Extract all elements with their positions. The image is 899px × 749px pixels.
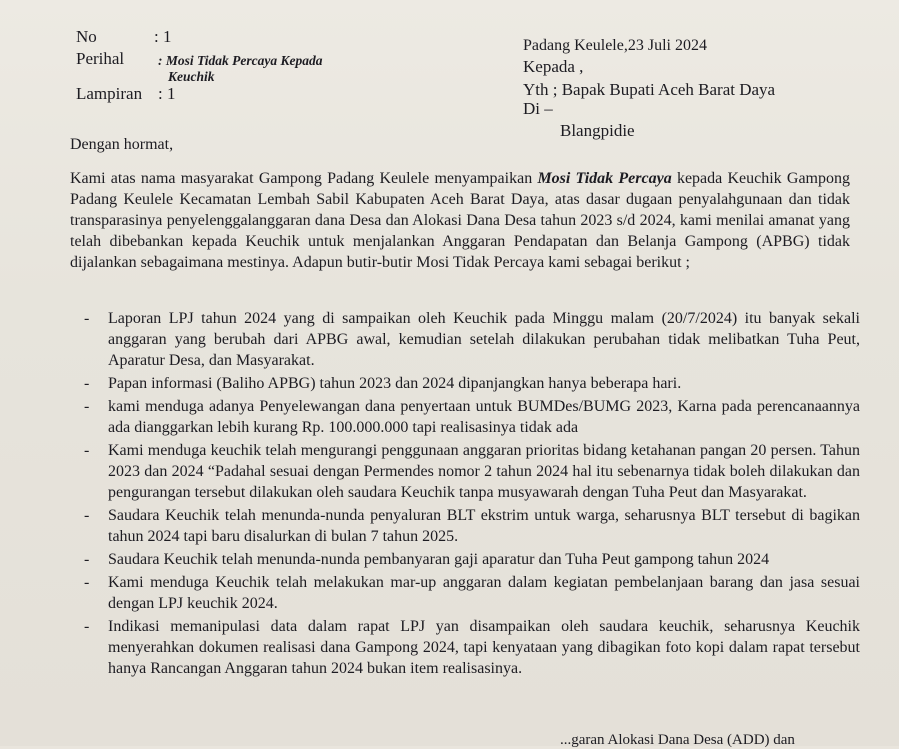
- list-item: [70, 616, 860, 679]
- list-item: [70, 505, 860, 547]
- bullet-dash: -: [84, 618, 90, 635]
- bullet-dash: -: [84, 310, 90, 327]
- lampiran-value: : 1: [158, 84, 176, 103]
- no-value: : 1: [154, 27, 172, 46]
- list-item: [70, 373, 860, 394]
- kepada: Kepada ,: [523, 57, 584, 76]
- point-text: Saudara Keuchik telah menunda-nunda penyaluran BLT ekstrim untuk warga, seharusnya BLT tersebut di bagikan tahun 2024 tapi baru disalurkan di bulan 7 tahun 2025.: [108, 507, 860, 545]
- recipient: Yth ; Bapak Bupati Aceh Barat Daya: [523, 80, 776, 99]
- point-text: Papan informasi (Baliho APBG) tahun 2023 dan 2024 dipanjangkan hanya beberapa hari.: [108, 375, 682, 392]
- place-date: Padang Keulele,23 Juli 2024: [523, 37, 707, 54]
- city: Blangpidie: [560, 121, 635, 140]
- bullet-dash: -: [84, 398, 90, 415]
- mosi-points-list: [70, 308, 860, 681]
- bullet-dash: -: [84, 574, 90, 591]
- point-text: kami menduga adanya Penyelewangan dana penyertaan untuk BUMDes/BUMG 2023, Karna pada perencanaannya ada dianggarkan lebih kurang Rp. 100.000.000 tapi realisasinya tidak ada: [108, 398, 860, 436]
- perihal-value-line1: : Mosi Tidak Percaya Kepada: [158, 53, 323, 68]
- lampiran-label: Lampiran: [76, 84, 143, 103]
- perihal-value-line2: Keuchik: [168, 69, 215, 84]
- list-item: [70, 396, 860, 438]
- bullet-dash: -: [84, 375, 90, 392]
- greeting: Dengan hormat,: [70, 136, 174, 153]
- list-item: [70, 440, 860, 503]
- bullet-dash: -: [84, 507, 90, 524]
- point-text: Kami menduga keuchik telah mengurangi penggunaan anggaran prioritas bidang ketahanan pangan 20 persen. Tahun 2023 dan 2024 “Padahal sesuai dengan Permendes nomor 2 tahun 2024 hal itu sebenarnya tidak boleh dilakukan dan pengurangan tersebut dilakukan oleh saudara Keuchik tanpa musyawarah dengan Tuha Peut dan Masyarakat.: [108, 442, 860, 501]
- cut-off-line: ...garan Alokasi Dana Desa (ADD) dan: [560, 732, 795, 748]
- opening-after: kepada Keuchik Gampong Padang Keulele Kecamatan Lembah Sabil Kabupaten Aceh Barat Daya, atas dasar dugaan penyalahgunaan dan tidak transparasinya penyelenggalanggaran dana Desa dan Alokasi Dana Desa tahun 2023 s/d 2024, kami menilai amanat yang telah dibebankan kepada Keuchik untuk menjalankan Anggaran Pendapatan dan Belanja Gampong (APBG) tidak dijalankan sebagaimana mestinya. Adapun butir-butir Mosi Tidak Percaya kami sebagai berikut ;: [70, 170, 851, 271]
- point-text: Laporan LPJ tahun 2024 yang di sampaikan oleh Keuchik pada Minggu malam (20/7/2024) itu banyak sekali anggaran yang berubah dari APBG awal, kemudian setelah dilakukan perubahan tidak melibatkan Tuha Peut, Aparatur Desa, dan Masyarakat.: [108, 310, 860, 369]
- opening-paragraph: [70, 168, 850, 273]
- list-item: [70, 572, 860, 614]
- bullet-dash: -: [84, 442, 90, 459]
- di-label: Di –: [523, 99, 553, 118]
- no-label: No: [76, 27, 97, 46]
- opening-before: Kami atas nama masyarakat Gampong Padang Keulele menyampaikan: [70, 170, 538, 187]
- list-item: [70, 308, 860, 371]
- opening-emphasis: Mosi Tidak Percaya: [537, 170, 672, 187]
- point-text: Indikasi memanipulasi data dalam rapat LPJ yan disampaikan oleh saudara keuchik, seharusnya Keuchik menyerahkan dokumen realisasi dana Gampong 2024, tapi kenyataan yang dibagikan foto kopi dalam rapat tersebut hanya Rancangan Anggaran tahun 2024 bukan item realisasinya.: [108, 618, 860, 677]
- point-text: Saudara Keuchik telah menunda-nunda pembanyaran gaji aparatur dan Tuha Peut gampong tahun 2024: [108, 551, 770, 568]
- bullet-dash: -: [84, 551, 90, 568]
- perihal-label: Perihal: [76, 49, 125, 68]
- point-text: Kami menduga Keuchik telah melakukan mar-up anggaran dalam kegiatan pembelanjaan barang dan jasa sesuai dengan LPJ keuchik 2024.: [108, 574, 860, 612]
- list-item: [70, 549, 860, 570]
